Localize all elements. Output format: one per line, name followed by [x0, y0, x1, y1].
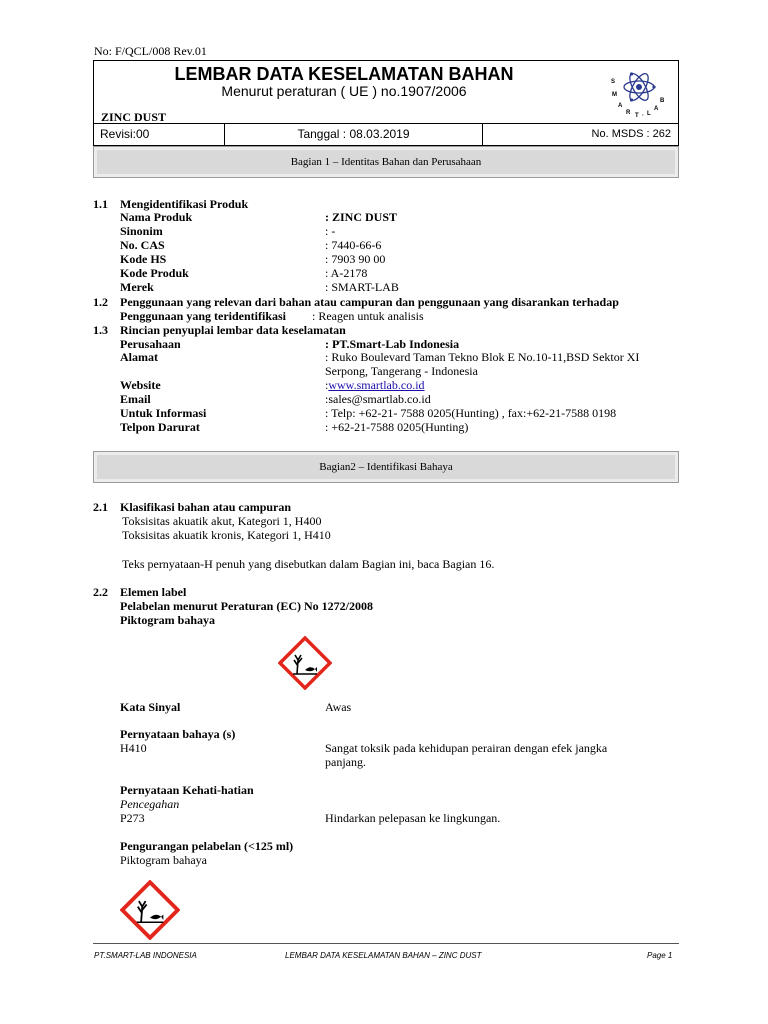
- row-label-kode-produk: Kode Produk: [120, 266, 189, 280]
- hazard-statement-heading: Pernyataan bahaya (s): [120, 727, 236, 741]
- row-label-cas: No. CAS: [120, 238, 165, 252]
- footer-document-title: LEMBAR DATA KESELAMATAN BAHAN – ZINC DUST: [285, 951, 482, 960]
- msds-number: No. MSDS : 262: [591, 128, 671, 140]
- header-box: [93, 60, 679, 124]
- company-label: Perusahaan: [120, 337, 181, 351]
- email-value: :sales@smartlab.co.id: [325, 392, 431, 406]
- footer-company: PT.SMART-LAB INDONESIA: [94, 951, 197, 960]
- row-value-kode-produk: : A-2178: [325, 266, 368, 280]
- pictogram-label: Piktogram bahaya: [120, 613, 216, 627]
- hazard-code: H410: [120, 741, 147, 755]
- svg-text:M: M: [612, 92, 617, 98]
- labelling-regulation: Pelabelan menurut Peraturan (EC) No 1272/2008: [120, 599, 373, 613]
- info-label: Untuk Informasi: [120, 406, 207, 420]
- classification-line-1: Toksisitas akuatik akut, Kategori 1, H400: [122, 514, 322, 528]
- signal-word-label: Kata Sinyal: [120, 700, 181, 714]
- svg-text:T: T: [635, 113, 639, 119]
- document-subtitle: Menurut peraturan ( UE ) no.1907/2006: [221, 83, 467, 99]
- svg-text:A: A: [654, 106, 659, 112]
- revision-row: [93, 124, 679, 146]
- section-2-1-title: Klasifikasi bahan atau campuran: [120, 500, 292, 514]
- reduced-pictogram-label: Piktogram bahaya: [120, 853, 207, 867]
- svg-text:R: R: [626, 110, 631, 116]
- classification-note: Teks pernyataan-H penuh yang disebutkan dalam Bagian ini, baca Bagian 16.: [122, 557, 495, 571]
- section-2-2-title: Elemen label: [120, 585, 187, 599]
- row-label-merek: Merek: [120, 280, 154, 294]
- hazard-text-line-1: Sangat toksik pada kehidupan perairan dengan efek jangka: [325, 741, 608, 755]
- revision-date: Tanggal : 08.03.2019: [225, 124, 483, 145]
- footer-divider: [93, 943, 679, 944]
- row-label-nama-produk: Nama Produk: [120, 210, 193, 224]
- section-1-3-title: Rincian penyuplai lembar data keselamatan: [120, 323, 346, 337]
- address-label: Alamat: [120, 350, 158, 364]
- footer-page-number: Page 1: [647, 951, 673, 960]
- svg-text:S: S: [611, 79, 616, 85]
- row-value-nama-produk: : ZINC DUST: [325, 210, 398, 224]
- company-value: : PT.Smart-Lab Indonesia: [325, 337, 460, 351]
- row-value-kode-hs: : 7903 90 00: [325, 252, 386, 266]
- website-value: [325, 378, 425, 392]
- email-label: Email: [120, 392, 151, 406]
- signal-word-value: Awas: [325, 700, 352, 714]
- section-1-1-number: 1.1: [93, 197, 108, 211]
- precaution-heading: Pernyataan Kehati-hatian: [120, 783, 254, 797]
- section-1-3-number: 1.3: [93, 323, 108, 337]
- website-label: Website: [120, 378, 161, 392]
- svg-text:B: B: [660, 98, 665, 104]
- address-line-1: : Ruko Boulevard Taman Tekno Blok E No.10-11,BSD Sektor XI: [325, 350, 640, 364]
- environment-hazard-pictogram-small-icon: [120, 880, 180, 940]
- precaution-text: Hindarkan pelepasan ke lingkungan.: [325, 811, 501, 825]
- svg-text:L: L: [647, 111, 651, 117]
- svg-text:·: ·: [642, 113, 644, 119]
- document-title: LEMBAR DATA KESELAMATAN BAHAN: [174, 64, 514, 84]
- emergency-phone-label: Telpon Darurat: [120, 420, 200, 434]
- row-label-kode-hs: Kode HS: [120, 252, 167, 266]
- row-value-merek: : SMART-LAB: [325, 280, 399, 294]
- svg-text:A: A: [618, 103, 623, 109]
- document-number: No: F/QCL/008 Rev.01: [94, 44, 207, 58]
- section-1-1-title: Mengidentifikasi Produk: [120, 197, 249, 211]
- section-2-bar: Bagian2 – Identifikasi Bahaya: [93, 451, 679, 483]
- revision-number: Revisi:00: [94, 124, 225, 145]
- section-2-2-number: 2.2: [93, 585, 108, 599]
- reduced-labelling-heading: Pengurangan pelabelan (<125 ml): [120, 839, 294, 853]
- prevention-label: Pencegahan: [120, 797, 180, 811]
- website-prefix: :: [325, 378, 329, 392]
- precaution-code: P273: [120, 811, 145, 825]
- website-link[interactable]: www.smartlab.co.id: [328, 378, 425, 392]
- product-name-header: ZINC DUST: [101, 110, 167, 124]
- address-line-2: Serpong, Tangerang - Indonesia: [325, 364, 478, 378]
- section-1-2-number: 1.2: [93, 295, 108, 309]
- identified-use-label: Penggunaan yang teridentifikasi: [120, 309, 287, 323]
- classification-line-2: Toksisitas akuatik kronis, Kategori 1, H410: [122, 528, 331, 542]
- section-1-bar: Bagian 1 – Identitas Bahan dan Perusahaan: [93, 146, 679, 178]
- section-2-1-number: 2.1: [93, 500, 108, 514]
- info-value: : Telp: +62-21- 7588 0205(Hunting) , fax:+62-21-7588 0198: [325, 406, 617, 420]
- hazard-text-line-2: panjang.: [325, 755, 366, 769]
- emergency-phone-value: : +62-21-7588 0205(Hunting): [325, 420, 469, 434]
- environment-hazard-pictogram-icon: [278, 636, 332, 690]
- identified-use-value: : Reagen untuk analisis: [312, 309, 424, 323]
- row-label-sinonim: Sinonim: [120, 224, 163, 238]
- section-1-2-title: Penggunaan yang relevan dari bahan atau campuran dan penggunaan yang disarankan terhadap: [120, 295, 619, 309]
- row-value-cas: : 7440-66-6: [325, 238, 382, 252]
- row-value-sinonim: : -: [325, 224, 336, 238]
- smart-lab-logo: [606, 63, 672, 121]
